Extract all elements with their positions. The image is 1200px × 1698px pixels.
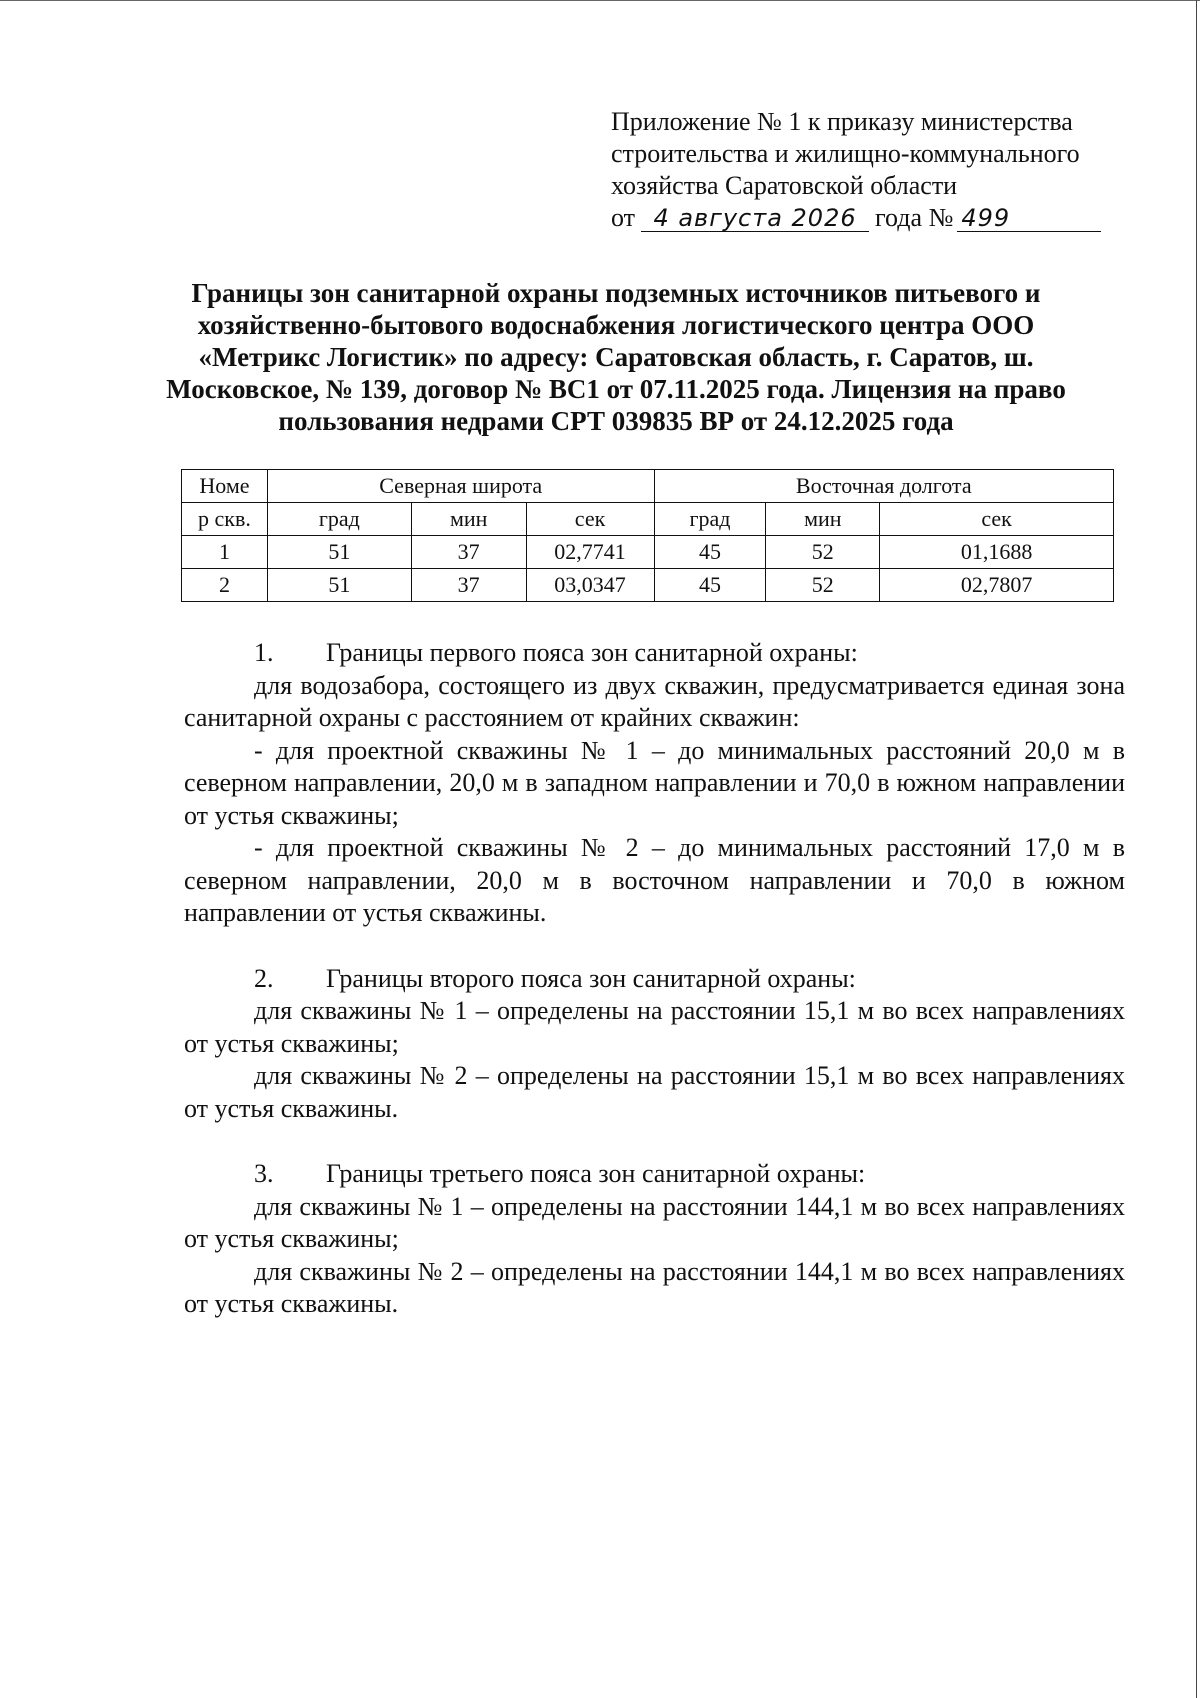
section-heading-3 — [184, 1158, 1125, 1191]
header-cell-lat-min: мин — [411, 503, 526, 536]
table-row — [182, 569, 1114, 602]
header-cell-lat-sec: сек — [526, 503, 654, 536]
section-gap — [184, 930, 1125, 963]
number-field — [957, 205, 1101, 232]
section-heading-1 — [184, 637, 1125, 670]
cell-well-number: 1 — [182, 536, 268, 569]
year-number-label: года № — [875, 203, 954, 232]
section-paragraph: для водозабора, состоящего из двух скважин, предусматривается единая зона санитарной охраны с расстоянием от крайних скважин: — [184, 670, 1125, 732]
section-paragraph: для скважины № 1 – определены на расстоянии 15,1 м во всех направлениях от устья скважины; — [184, 996, 1125, 1058]
appendix-header — [611, 106, 1131, 236]
scan-border-right — [1196, 0, 1197, 1698]
cell-lat-min: 37 — [411, 536, 526, 569]
document-title: Границы зон санитарной охраны подземных источников питьевого и хозяйственно-бытового водоснабжения логистического центра ООО «Метрикс Логистик» по адресу: Саратовская область, г. Саратов, ш. Московское, № 139, договор № ВС1 от 07.11.2025 года. Лицензия на право пользования недрами СРТ 039835 ВР от 24.12.2025 года — [166, 278, 1066, 436]
header-cell-lon-min: мин — [766, 503, 880, 536]
cell-lon-min: 52 — [766, 536, 880, 569]
header-cell-number: Номе — [182, 470, 268, 503]
handwritten-date: 4 августа 2026 — [653, 204, 857, 232]
cell-lat-sec: 03,0347 — [526, 569, 654, 602]
cell-lon-deg: 45 — [654, 569, 766, 602]
table-header-row-1 — [182, 470, 1114, 503]
cell-lat-deg: 51 — [267, 536, 411, 569]
header-cell-number-cont: р скв. — [182, 503, 268, 536]
date-field — [641, 205, 869, 232]
section-gap — [184, 1125, 1125, 1158]
section-number: 3. — [254, 1159, 274, 1188]
section-paragraph: - для проектной скважины № 2 – до минимальных расстояний 17,0 м в северном направлении, 20,0 м в восточном направлении и 70,0 в южном направлении от устья скважины. — [184, 833, 1125, 927]
document-body — [184, 637, 1125, 1321]
header-cell-lat-deg: град — [267, 503, 411, 536]
header-line-3: хозяйства Саратовской области — [611, 171, 958, 200]
cell-lon-sec: 01,1688 — [880, 536, 1114, 569]
cell-lat-deg: 51 — [267, 569, 411, 602]
table-header-row-2 — [182, 503, 1114, 536]
header-cell-lon-sec: сек — [880, 503, 1114, 536]
scan-border-top — [0, 0, 1200, 1]
cell-well-number: 2 — [182, 569, 268, 602]
cell-lat-sec: 02,7741 — [526, 536, 654, 569]
section-heading-2 — [184, 963, 1125, 996]
section-heading-text: Границы третьего пояса зон санитарной охраны: — [326, 1159, 866, 1188]
header-line-1: Приложение № 1 к приказу министерства — [611, 107, 1073, 136]
section-paragraph: - для проектной скважины № 1 – до минимальных расстояний 20,0 м в северном направлении, 20,0 м в западном направлении и 70,0 в южном направлении от устья скважины; — [184, 735, 1125, 830]
cell-lon-sec: 02,7807 — [880, 569, 1114, 602]
cell-lon-deg: 45 — [654, 536, 766, 569]
header-date-line — [611, 202, 1131, 236]
from-label: от — [611, 203, 636, 232]
section-paragraph: для скважины № 2 – определены на расстоянии 144,1 м во всех направлениях от устья скважины. — [184, 1256, 1125, 1318]
header-cell-east-longitude: Восточная долгота — [654, 470, 1114, 503]
cell-lat-min: 37 — [411, 569, 526, 602]
header-cell-north-latitude: Северная широта — [267, 470, 654, 503]
section-number: 2. — [254, 963, 274, 993]
table-row — [182, 536, 1114, 569]
cell-lon-min: 52 — [766, 569, 880, 602]
section-paragraph: для скважины № 2 – определены на расстоянии 15,1 м во всех направлениях от устья скважины. — [184, 1061, 1125, 1123]
section-paragraph: для скважины № 1 – определены на расстоянии 144,1 м во всех направлениях от устья скважины; — [184, 1191, 1125, 1253]
section-heading-text: Границы первого пояса зон санитарной охраны: — [326, 638, 858, 667]
section-number: 1. — [254, 638, 274, 667]
header-cell-lon-deg: град — [654, 503, 766, 536]
coordinates-table — [181, 469, 1114, 602]
section-heading-text: Границы второго пояса зон санитарной охраны: — [326, 963, 856, 993]
handwritten-number: 499 — [961, 204, 1011, 232]
header-line-2: строительства и жилищно-коммунального — [611, 139, 1080, 168]
